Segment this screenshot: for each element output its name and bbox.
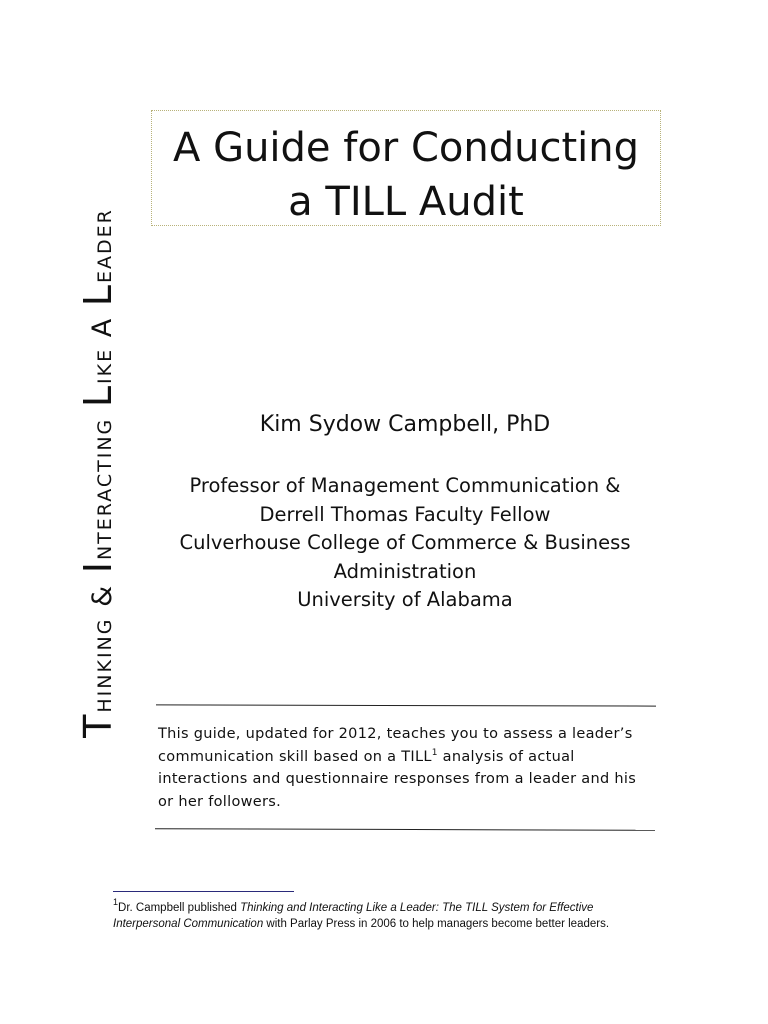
summary-line: [158, 746, 658, 769]
footnote-separator: [113, 891, 294, 892]
spine-interacting-rest: nteracting: [87, 417, 118, 561]
title-line-1: A Guide for Conducting: [173, 125, 639, 171]
footnote-book-title-2: Interpersonal Communication: [113, 918, 264, 930]
spine-like-initial: L: [76, 383, 120, 408]
spine-a: A: [87, 316, 118, 338]
footnote-book-title-1: Thinking and Interacting Like a Leader: The TILL System for Effective: [240, 902, 594, 914]
footnote-post: with Parlay Press in 2006 to help managers become better leaders.: [263, 918, 610, 930]
footnote-line-2: [113, 916, 673, 932]
spine-title: [78, 93, 118, 853]
author-affiliation: [160, 472, 650, 615]
title-box: [151, 110, 661, 226]
affiliation-line: Culverhouse College of Commerce & Business: [179, 531, 631, 554]
spine-interacting-initial: I: [76, 560, 120, 574]
footnote-reference[interactable]: 1: [431, 747, 438, 758]
summary-line: or her followers.: [158, 793, 282, 810]
spine-like-rest: ike: [87, 347, 118, 384]
summary-paragraph: [158, 723, 658, 813]
affiliation-line: Professor of Management Communication &: [189, 474, 621, 497]
spine-leader-initial: L: [76, 283, 120, 307]
title-line-2: a TILL Audit: [288, 179, 524, 225]
spine-ampersand: &: [87, 583, 118, 607]
footnote: [113, 897, 673, 932]
footnote-pre: Dr. Campbell published: [118, 902, 241, 914]
spine-thinking-rest: hinking: [87, 617, 118, 713]
summary-top-rule: [156, 704, 656, 706]
affiliation-line: Derrell Thomas Faculty Fellow: [259, 502, 551, 526]
summary-line-2-post: analysis of actual: [437, 748, 575, 765]
affiliation-line: University of Alabama: [297, 588, 513, 611]
summary-line: This guide, updated for 2012, teaches you to assess a leader’s: [158, 726, 633, 742]
summary-bottom-rule: [155, 828, 655, 831]
author-name: Kim Sydow Campbell, PhD: [259, 412, 551, 437]
footnote-line-1: [113, 897, 673, 916]
affiliation-line: Administration: [333, 559, 477, 583]
spine-leader-rest: eader: [87, 208, 118, 284]
spine-thinking-initial: T: [76, 712, 120, 738]
summary-line-2-pre: communication skill based on a TILL: [158, 748, 432, 765]
footnote-marker: 1: [113, 897, 119, 907]
summary-line: interactions and questionnaire responses from a leader and his: [158, 771, 637, 787]
